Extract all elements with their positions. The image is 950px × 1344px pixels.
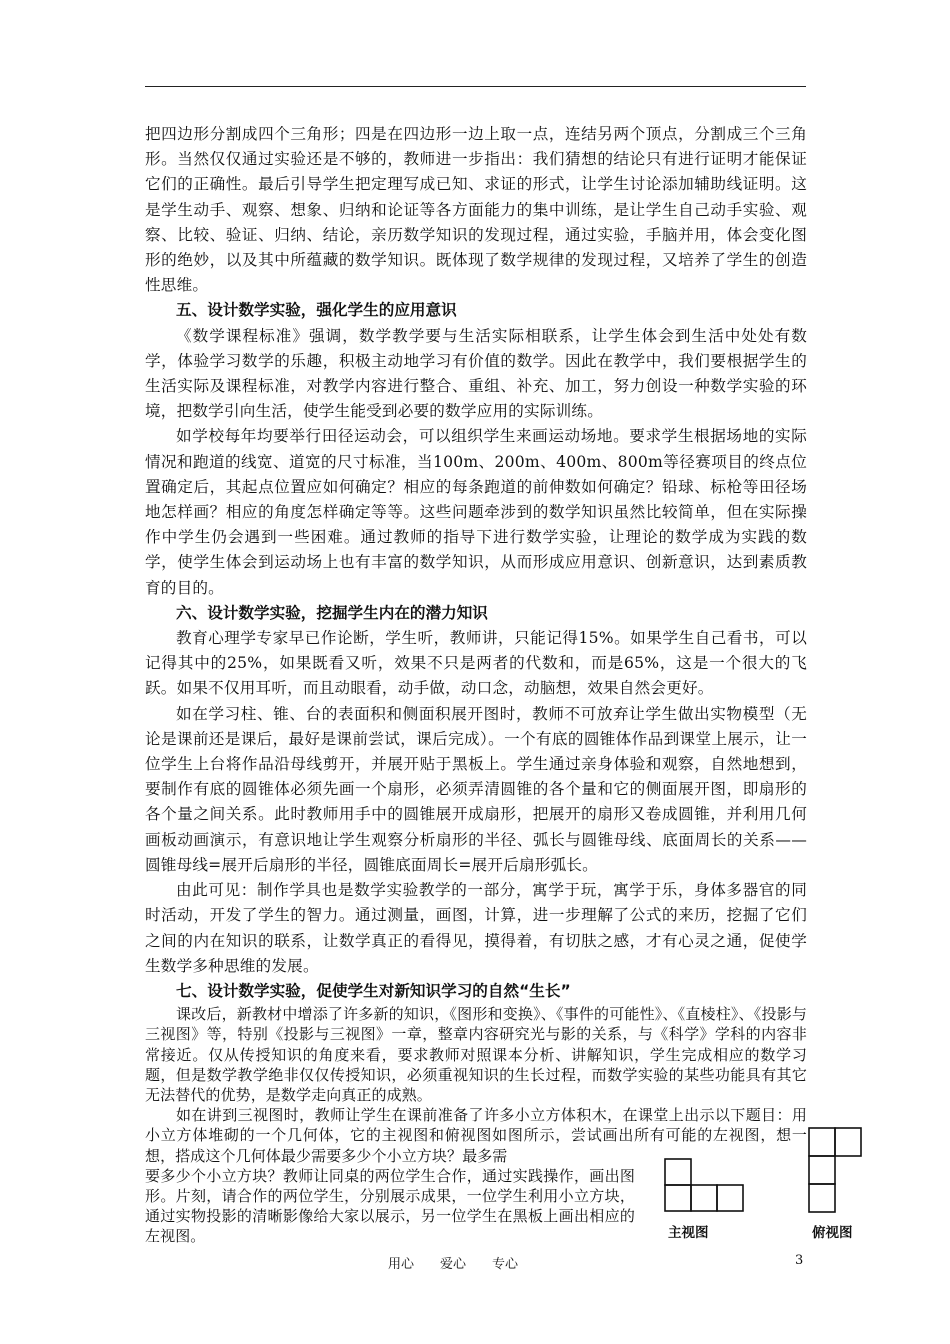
section-heading-7: 七、设计数学实验，促使学生对新知识学习的自然“生长” (176, 981, 571, 1000)
top-view-figure (808, 1127, 864, 1213)
paragraph: 教育心理学专家早已作论断，学生听，教师讲，只能记得15%。如果学生自己看书，可以记得其中的25%，如果既看又听，效果不只是两者的代数和，而是65%，这是一个很大的飞跃。如果不仅用耳听，而且动眼看，动手做，动口念，动脑想，效果自然会更好。 (145, 629, 807, 698)
paragraph: 课改后，新教材中增添了许多新的知识，《图形和变换》、《事件的可能性》、《直棱柱》、《投影与三视图》等，特别《投影与三视图》一章，整章内容研究光与影的关系，与《科学》学科的内容非常接近。仅从传授知识的角度来看，要求教师对照课本分析、讲解知识，学生完成相应的数学习题，但是数学教学绝非仅仅传授知识，必须重视知识的生长过程，而数学实验的某些功能具有其它无法替代的优势，是数学走向真正的成熟。 (145, 1005, 807, 1104)
section-heading-5: 五、设计数学实验，强化学生的应用意识 (176, 301, 457, 320)
document-body (145, 122, 807, 1247)
paragraph: 《数学课程标准》强调，数学教学要与生活实际相联系，让学生体会到生活中处处有数学，体验学习数学的乐趣，积极主动地学习有价值的数学。因此在教学中，我们要根据学生的生活实际及课程标准，对教学内容进行整合、重组、补充、加工，努力创设一种数学实验的环境，把数学引向生活，使学生能受到必要的数学应用的实际训练。 (145, 326, 807, 421)
front-view-figure (664, 1158, 744, 1214)
top-view-cell (809, 1156, 835, 1184)
front-view-label: 主视图 (668, 1225, 709, 1241)
front-view-cell (717, 1185, 743, 1211)
page-number: 3 (795, 1253, 804, 1268)
paragraph: 如在学习柱、锥、台的表面积和侧面积展开图时，教师不可放弃让学生做出实物模型（无论是课前还是课后，最好是课前尝试，课后完成）。一个有底的圆锥体作品到课堂上展示，让一位学生上台将作品沿母线剪开，并展开贴于黑板上。学生通过亲身体验和观察，自然地想到，要制作有底的圆锥体必须先画一个扇形，必须弄清圆锥的各个量和它的侧面展开图，即扇形的各个量之间关系。此时教师用手中的圆锥展开成扇形，把展开的扇形又卷成圆锥，并利用几何画板动画演示，有意识地让学生观察分析扇形的半径、弧长与圆锥母线、底面周长的关系——圆锥母线=展开后扇形的半径，圆锥底面周长=展开后扇形弧长。 (145, 704, 807, 874)
front-view-cell (691, 1185, 717, 1211)
header-rule (145, 86, 806, 87)
front-view-cell (665, 1159, 691, 1185)
paragraph: 如学校每年均要举行田径运动会，可以组织学生来画运动场地。要求学生根据场地的实际情况和跑道的线宽、道宽的尺寸标准，当100m、200m、400m、800m等径赛项目的终点位置确定后，其起点位置应如何确定？相应的每条跑道的前伸数如何确定？铅球、标枪等田径场地怎样画？相应的角度怎样确定等等。这些问题牵涉到的数学知识虽然比较简单，但在实际操作中学生仍会遇到一些困难。通过教师的指导下进行数学实验，让理论的数学成为实践的数学，使学生体会到运动场上也有丰富的数学知识，从而形成应用意识、创新意识，达到素质教育的目的。 (145, 427, 807, 597)
top-view-cell (809, 1184, 835, 1212)
paragraph: 要多少个小立方块？教师让同桌的两位学生合作，通过实践操作，画出图形。片刻，请合作的两位学生，分别展示成果，一位学生利用小立方块，通过实物投影的清晰影像给大家以展示，另一位学生在黑板上画出相应的左视图。 (145, 1166, 635, 1246)
section-heading-6: 六、设计数学实验，挖掘学生内在的潜力知识 (176, 603, 488, 622)
paragraph: 把四边形分割成四个三角形；四是在四边形一边上取一点，连结另两个顶点，分割成三个三角形。当然仅仅通过实验还是不够的，教师进一步指出：我们猜想的结论只有进行证明才能保证它们的正确性。最后引导学生把定理写成已知、求证的形式，让学生讨论添加辅助线证明。这是学生动手、观察、想象、归纳和论证等各方面能力的集中训练，是让学生自己动手实验、观察、比较、验证、归纳、结论，亲历数学知识的发现过程，通过实验，手脑并用，体会变化图形的绝妙，以及其中所蕴藏的数学知识。既体现了数学规律的发现过程，又培养了学生的创造性思维。 (145, 125, 807, 295)
top-view-cell (809, 1128, 835, 1156)
paragraph: 由此可见：制作学具也是数学实验教学的一部分，寓学于玩，寓学于乐，身体多器官的同时活动，开发了学生的智力。通过测量，画图，计算，进一步理解了公式的来历，挖掘了它们之间的内在知识的联系，让数学真正的看得见，摸得着，有切肤之感，才有心灵之通，促使学生数学多种思维的发展。 (145, 881, 807, 975)
footer-motto: 用心 爱心 专心 (388, 1257, 519, 1272)
top-view-cell (835, 1128, 861, 1156)
top-view-label: 俯视图 (812, 1225, 853, 1241)
front-view-cell (665, 1185, 691, 1211)
paragraph: 如在讲到三视图时，教师让学生在课前准备了许多小立方体积木，在课堂上出示以下题目：用小立方体堆砌的一个几何体，它的主视图和俯视图如图所示，尝试画出所有可能的左视图，想一想，搭成这个几何体最少需要多少个小立方块？最多需 (145, 1106, 807, 1165)
